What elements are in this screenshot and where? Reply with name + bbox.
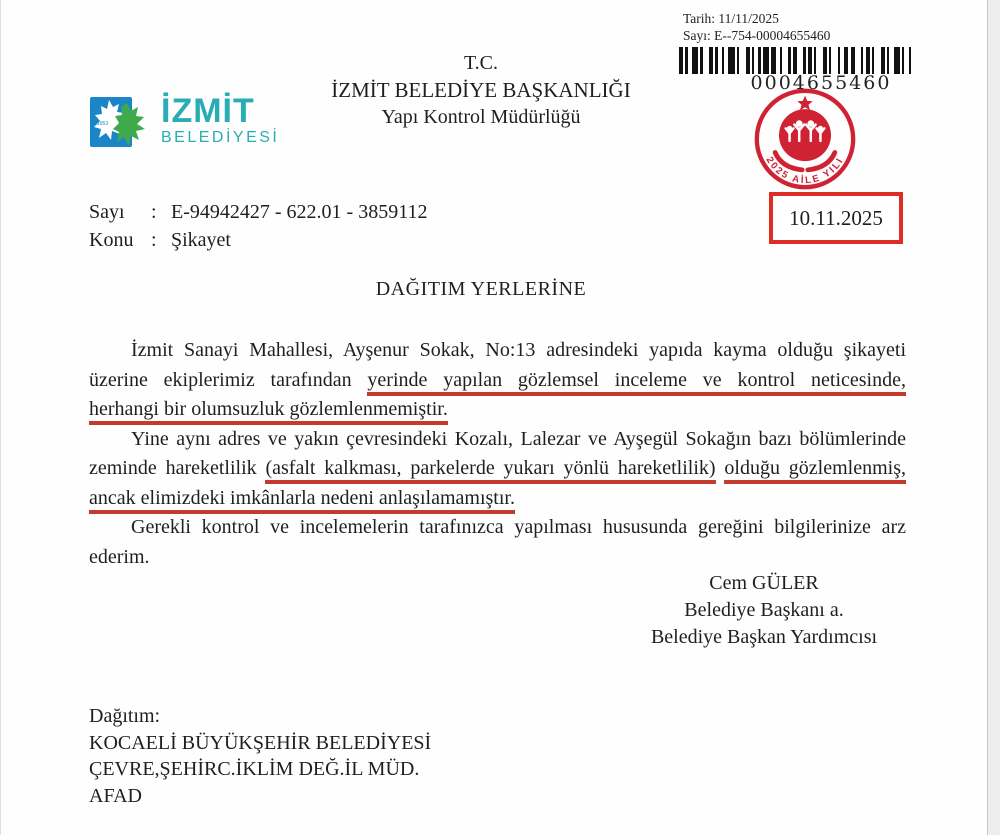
distribution-item: AFAD [89, 784, 142, 807]
ref-sayi-label: Sayı [89, 201, 125, 223]
signer-title-2: Belediye Başkan Yardımcısı [650, 626, 878, 648]
addressee-line: DAĞITIM YERLERİNE [375, 278, 587, 300]
body-line [89, 484, 906, 514]
letterhead [281, 50, 681, 131]
izmit-logo-icon [89, 93, 153, 161]
body-text: Yine aynı adres ve yakın çevresindeki Kozalı, Lalezar ve Ayşegül Sokağın bazı bölümlerinde [131, 427, 906, 450]
logo-subtitle: BELEDİYESİ [161, 129, 280, 146]
ref-sayi-row: Sayı : E-94942427 - 622.01 - 3859112 [89, 198, 427, 226]
barcode-number: 0004655460 [750, 72, 892, 94]
ref-konu-value: Şikayet [171, 229, 231, 251]
distribution-item: ÇEVRE,ŞEHİRC.İKLİM DEĞ.İL MÜD. [89, 758, 420, 780]
letterhead-org: İZMİT BELEDİYE BAŞKANLIĞI [331, 78, 631, 102]
body-line [89, 425, 906, 455]
distribution-label: Dağıtım: [89, 705, 161, 727]
letterhead-dept: Yapı Kontrol Müdürlüğü [381, 106, 581, 128]
barcode [679, 47, 969, 74]
red-underlined-text: (asfalt kalkması, parkelerde yukarı yönlü hareketlilik) [265, 457, 715, 484]
family-year-stamp-icon [752, 86, 858, 192]
body-text: ederim. [89, 545, 150, 568]
body-text: İzmit Sanayi Mahallesi, Ayşenur Sokak, No:13 adresindeki yapıda kayma olduğu şikayeti [131, 339, 906, 361]
ref-konu-row: Konu : Şikayet [89, 226, 427, 254]
signer-name: Cem GÜLER [709, 572, 819, 594]
body-line [89, 513, 906, 543]
body-text: üzerine ekiplerimiz tarafından [89, 368, 368, 391]
ref-konu-label: Konu [89, 229, 134, 251]
body-line [89, 543, 906, 573]
document-date: 10.11.2025 [789, 205, 883, 230]
svg-text:1953: 1953 [97, 121, 109, 127]
meta-tarih: Tarih: 11/11/2025 [683, 11, 779, 26]
reference-block [89, 198, 427, 254]
izmit-logo [89, 93, 279, 161]
red-underlined-text: yerinde yapılan gözlemsel inceleme ve kontrol neticesinde, [367, 369, 906, 396]
letter-body [89, 336, 906, 572]
red-underlined-text: herhangi bir olumsuzluk gözlemlenmemiştir. [89, 398, 448, 425]
distribution-block [89, 703, 431, 809]
body-line [89, 454, 906, 484]
red-underlined-text: olduğu gözlemlenmiş, [724, 457, 906, 484]
body-text: Gerekli kontrol ve incelemelerin tarafınızca yapılması hususunda gereğini bilgilerinize arz [131, 516, 906, 538]
signature-block [624, 570, 904, 651]
body-line [89, 395, 906, 425]
top-meta [683, 10, 830, 44]
distribution-item: KOCAELİ BÜYÜKŞEHİR BELEDİYESİ [89, 731, 432, 754]
body-text: zeminde hareketlilik [89, 457, 266, 479]
body-line [89, 366, 906, 396]
letterhead-tc: T.C. [463, 52, 499, 74]
ref-sayi-value: E-94942427 - 622.01 - 3859112 [171, 201, 428, 223]
red-underlined-text: ancak elimizdeki imkânlarla nedeni anlaşılamamıştır. [89, 487, 515, 514]
signer-title-1: Belediye Başkanı a. [684, 599, 844, 621]
meta-sayi: Sayı: E--754-00004655460 [683, 28, 831, 43]
logo-title: İZMİT [161, 92, 255, 130]
photo-edge [988, 0, 1000, 835]
body-line [89, 336, 906, 366]
highlighted-date-box [769, 192, 903, 244]
stamp-text: 2025 AİLE YILI [763, 155, 847, 187]
